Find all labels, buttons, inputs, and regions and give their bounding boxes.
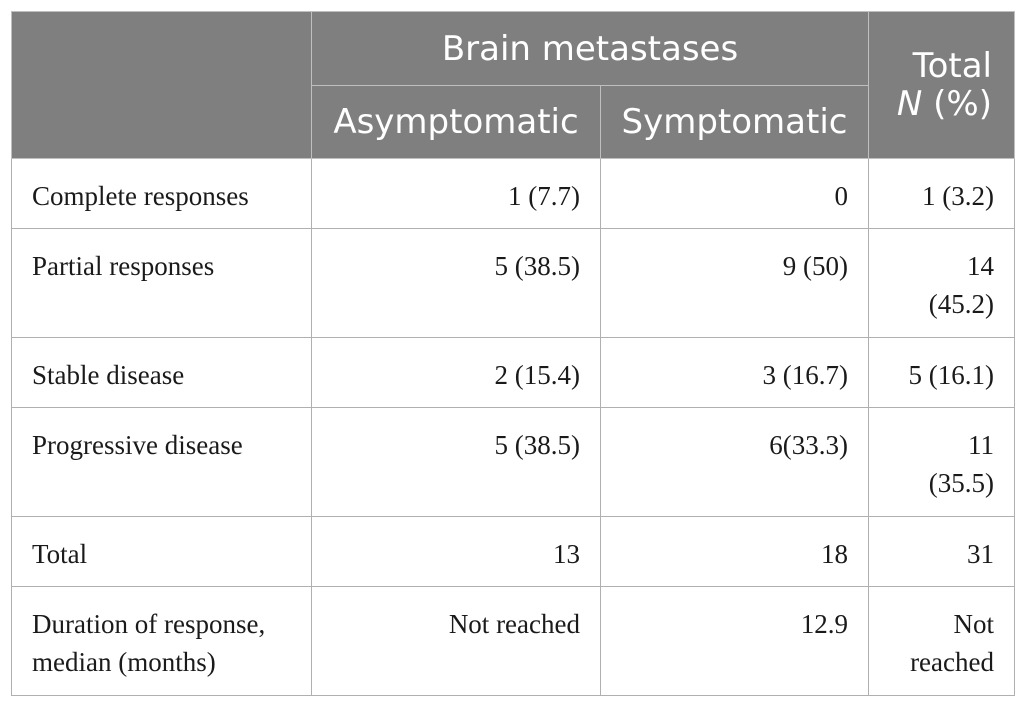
cell-total: 5 (16.1) (869, 338, 1015, 408)
cell-total-line1: 11 (968, 430, 994, 460)
header-symptomatic: Symptomatic (601, 86, 869, 159)
cell-asymptomatic: 5 (38.5) (312, 229, 601, 338)
row-label: Progressive disease (12, 408, 312, 517)
response-table (11, 11, 1015, 696)
cell-symptomatic: 9 (50) (601, 229, 869, 338)
row-label: Total (12, 517, 312, 587)
row-label: Complete responses (12, 159, 312, 229)
header-total (869, 12, 1015, 159)
cell-total (869, 587, 1015, 696)
cell-total-line1: 14 (967, 251, 994, 281)
header-corner-cell (12, 12, 312, 159)
table-row (12, 338, 1015, 408)
cell-asymptomatic: 5 (38.5) (312, 408, 601, 517)
row-label-line1: Duration of response, (32, 609, 266, 639)
cell-symptomatic: 18 (601, 517, 869, 587)
row-label: Stable disease (12, 338, 312, 408)
cell-symptomatic: 0 (601, 159, 869, 229)
table-row (12, 229, 1015, 338)
cell-symptomatic: 12.9 (601, 587, 869, 696)
cell-symptomatic: 6(33.3) (601, 408, 869, 517)
cell-asymptomatic: 1 (7.7) (312, 159, 601, 229)
header-total-label: Total (912, 46, 992, 86)
row-label-line2: median (months) (32, 647, 216, 677)
cell-total-line1: Not (953, 609, 994, 639)
header-row-top (12, 12, 1015, 86)
cell-total (869, 408, 1015, 517)
row-label (12, 587, 312, 696)
table-row (12, 408, 1015, 517)
cell-total-line2: (35.5) (928, 468, 994, 498)
table-row (12, 587, 1015, 696)
cell-asymptomatic: 13 (312, 517, 601, 587)
header-group-brain-metastases: Brain metastases (312, 12, 869, 86)
cell-total (869, 229, 1015, 338)
cell-symptomatic: 3 (16.7) (601, 338, 869, 408)
table-row (12, 159, 1015, 229)
cell-asymptomatic: 2 (15.4) (312, 338, 601, 408)
cell-asymptomatic: Not reached (312, 587, 601, 696)
header-total-pct: (%) (933, 84, 992, 124)
cell-total: 31 (869, 517, 1015, 587)
header-total-n: N (896, 84, 923, 124)
cell-total-line2: (45.2) (928, 289, 994, 319)
row-label: Partial responses (12, 229, 312, 338)
cell-total-line2: reached (910, 647, 994, 677)
cell-total: 1 (3.2) (869, 159, 1015, 229)
table-row (12, 517, 1015, 587)
header-asymptomatic: Asymptomatic (312, 86, 601, 159)
